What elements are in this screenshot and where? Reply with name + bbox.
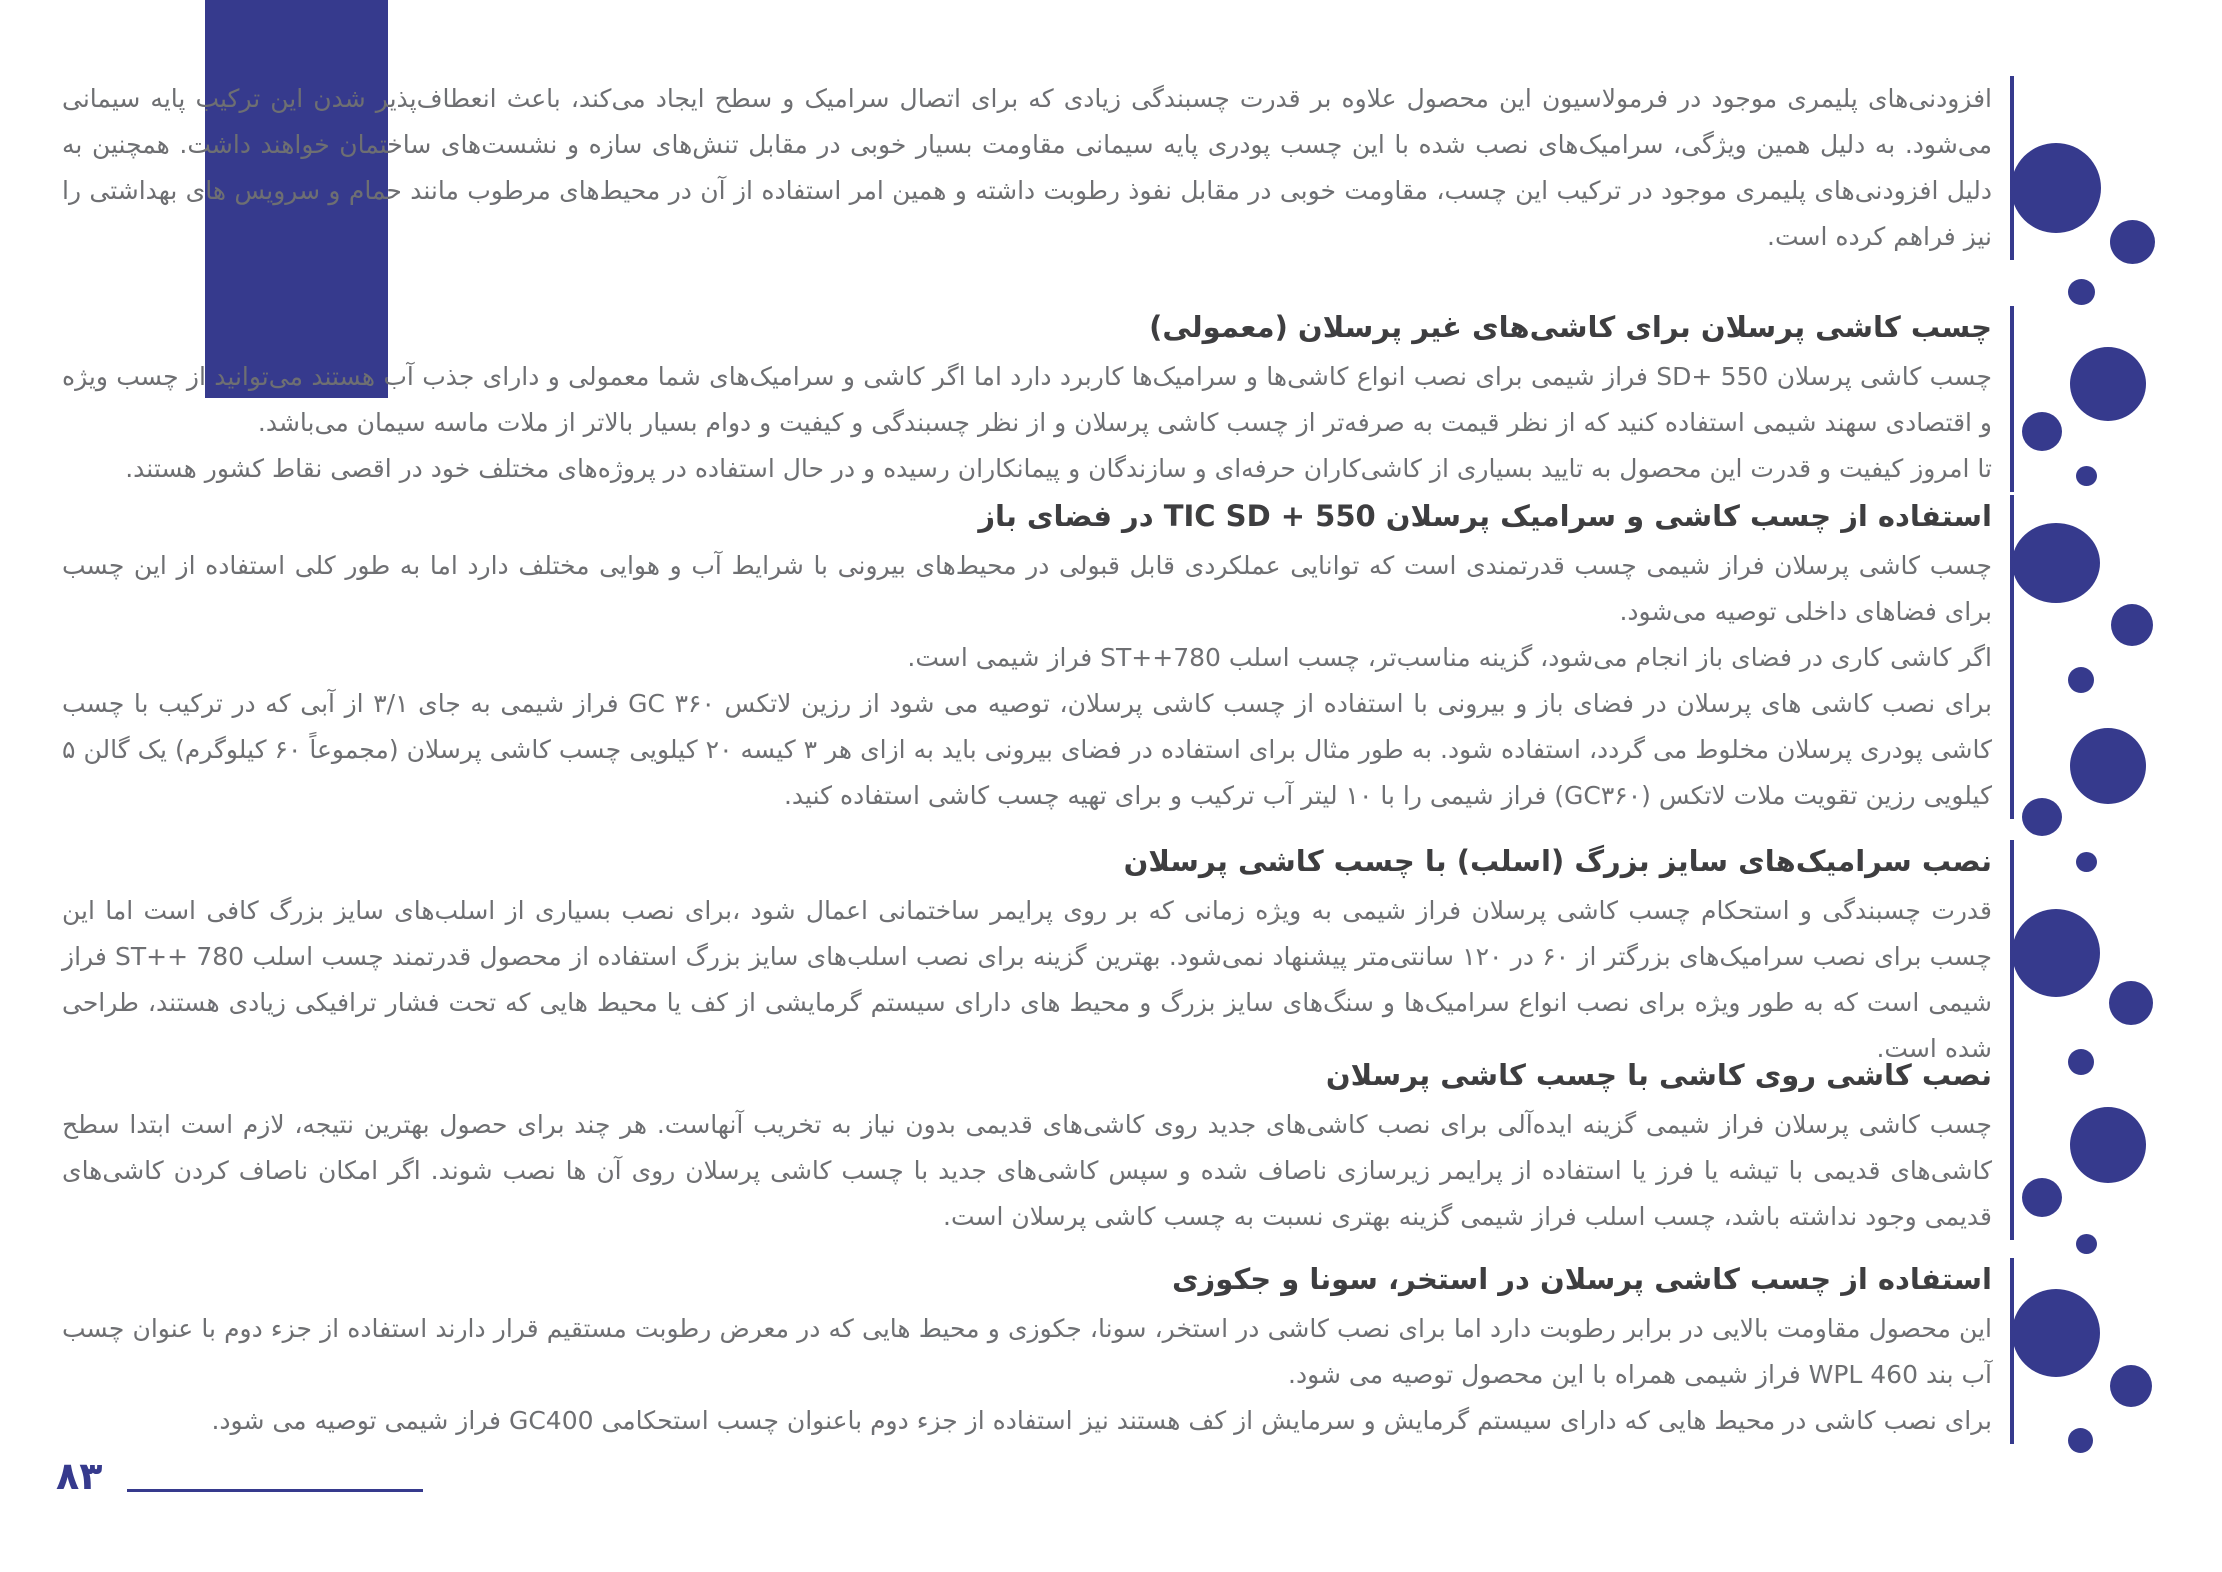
decorative-circle bbox=[2068, 1428, 2093, 1453]
decorative-circle bbox=[2110, 220, 2155, 264]
decorative-circle bbox=[2068, 1049, 2094, 1075]
decorative-circle bbox=[2022, 412, 2062, 451]
section-large-slabs bbox=[62, 840, 2014, 1072]
section-pool-sauna-jacuzzi bbox=[62, 1258, 2014, 1444]
decorative-circle bbox=[2012, 523, 2100, 603]
decorative-circle bbox=[2076, 1234, 2097, 1254]
paragraph: اگر کاشی کاری در فضای باز انجام می‌شود، گزینه مناسب‌تر، چسب اسلب ST++780 فراز شیمی است. bbox=[907, 643, 1992, 672]
section-outdoor-use bbox=[62, 495, 2014, 819]
decorative-circle bbox=[2109, 981, 2153, 1025]
decorative-circle bbox=[2111, 604, 2153, 646]
section-non-porcelain-tiles bbox=[62, 306, 2014, 492]
decorative-circle bbox=[2076, 466, 2097, 486]
decorative-circle bbox=[2012, 909, 2100, 997]
paragraph: افزودنی‌های پلیمری موجود در فرمولاسیون این محصول علاوه بر قدرت چسبندگی زیادی که برای اتصال سرامیک و سطح ایجاد می‌کند، باعث انعطاف‌پذیر شدن این ترکیب پایه سیمانی می‌شود. به دلیل همین ویژگی، سرامیک‌های نصب شده با این چسب پودری پایه سیمانی مقاومت بسیار خوبی در مقابل تنش‌های سازه و نشست‌های ساختمان خواهند داشت. همچنین به دلیل افزودنی‌های پلیمری موجود در ترکیب این چسب، مقاومت خوبی در مقابل نفوذ رطوبت داشته و همین امر استفاده از آن در محیط‌های مرطوب مانند حمام و سرویس های بهداشتی را نیز فراهم کرده است. bbox=[62, 84, 1992, 251]
paragraph: چسب کاشی پرسلان فراز شیمی چسب قدرتمندی است که توانایی عملکردی قابل قبولی در محیط‌های بیرونی با شرایط آب و هوایی مختلف دارد اما به طور کلی استفاده از این چسب برای فضاهای داخلی توصیه می‌شود. bbox=[62, 551, 1992, 626]
section-heading: استفاده از چسب کاشی پرسلان در استخر، سونا و جکوزی bbox=[1171, 1262, 1992, 1296]
paragraph: تا امروز کیفیت و قدرت این محصول به تایید بسیاری از کاشی‌کاران حرفه‌ای و سازندگان و پیمانکاران رسیده و در حال استفاده در پروژه‌های مختلف خود در اقصی نقاط کشور هستند. bbox=[125, 454, 1992, 483]
paragraph: چسب کاشی پرسلان فراز شیمی گزینه ایده‌آلی برای نصب کاشی‌های جدید روی کاشی‌های قدیمی بدون نیاز به تخریب آنهاست. هر چند برای حصول بهترین نتیجه، لازم است ابتدا سطح کاشی‌های قدیمی با تیشه یا فرز یا استفاده از پرایمر زیرسازی ناصاف شده و سپس کاشی‌های جدید با چسب کاشی پرسلان روی آن ها نصب شوند. اگر امکان ناصاف کردن کاشی‌های قدیمی وجود نداشته باشد، چسب اسلب فراز شیمی گزینه بهتری نسبت به چسب کاشی پرسلان است. bbox=[62, 1110, 1992, 1231]
decorative-circle bbox=[2110, 1365, 2152, 1407]
decorative-circle bbox=[2070, 728, 2146, 804]
section-heading: نصب کاشی روی کاشی با چسب کاشی پرسلان bbox=[1325, 1058, 1992, 1092]
decorative-circle bbox=[2070, 347, 2146, 421]
paragraph: این محصول مقاومت بالایی در برابر رطوبت دارد اما برای نصب کاشی در استخر، سونا، جکوزی و محیط هایی که در معرض رطوبت مستقیم قرار دارند استفاده از جزء دوم با عنوان چسب آب بند WPL 460 فراز شیمی همراه با این محصول توصیه می شود. bbox=[62, 1314, 1992, 1389]
decorative-circle bbox=[2070, 1107, 2146, 1183]
decorative-circle bbox=[2012, 1289, 2100, 1377]
decorative-circle bbox=[2076, 852, 2097, 872]
paragraph: قدرت چسبندگی و استحکام چسب کاشی پرسلان فراز شیمی به ویژه زمانی که بر روی پرایمر ساختمانی اعمال شود ،برای نصب بسیاری از اسلب‌های سایز بزرگ کافی است اما این چسب برای نصب سرامیک‌های بزرگتر از ۶۰ در ۱۲۰ سانتی‌متر پیشنهاد نمی‌شود. بهترین گزینه برای نصب اسلب‌های سایز بزرگ استفاده از محصول قدرتمند چسب اسلب ST++ 780 فراز شیمی است که به طور ویژه برای نصب انواع سرامیک‌ها و سنگ‌های سایز بزرگ و محیط های دارای سیستم گرمایشی از کف یا محیط هایی که تحت فشار ترافیکی زیادی هستند، طراحی شده است. bbox=[62, 896, 1992, 1063]
decorative-circle bbox=[2022, 798, 2062, 836]
paragraph: برای نصب کاشی های پرسلان در فضای باز و بیرونی با استفاده از چسب کاشی پرسلان، توصیه می شود از رزین لاتکس GC ۳۶۰ فراز شیمی به جای ۳/۱ از آبی که در ترکیب با چسب کاشی پودری پرسلان مخلوط می گردد، استفاده شود. به طور مثال برای استفاده در فضای بیرونی باید به ازای هر ۳ کیسه ۲۰ کیلویی چسب کاشی پرسلان (مجموعاً ۶۰ کیلوگرم) یک گالن ۵ کیلویی رزین تقویت ملات لاتکس (GC۳۶۰) فراز شیمی را با ۱۰ لیتر آب ترکیب و برای تهیه چسب کاشی استفاده کنید. bbox=[62, 689, 1992, 810]
section-heading: نصب سرامیک‌های سایز بزرگ (اسلب) با چسب کاشی پرسلان bbox=[1123, 844, 1992, 878]
decorative-circle bbox=[2068, 667, 2094, 693]
paragraph: برای نصب کاشی در محیط هایی که دارای سیستم گرمایش و سرمایش از کف هستند نیز استفاده از جزء دوم باعنوان چسب استحکامی GC400 فراز شیمی توصیه می شود. bbox=[211, 1406, 1992, 1435]
decorative-circle bbox=[2011, 143, 2101, 233]
section-intro bbox=[62, 76, 2014, 260]
paragraph: چسب کاشی پرسلان SD+ 550 فراز شیمی برای نصب انواع کاشی‌ها و سرامیک‌ها کاربرد دارد اما اگر کاشی و سرامیک‌های شما معمولی و دارای جذب آب هستند می‌توانید از چسب ویژه و اقتصادی سهند شیمی استفاده کنید که از نظر قیمت به صرفه‌تر از چسب کاشی پرسلان و از نظر چسبندگی و کیفیت و دوام بسیار بالاتر از ملات ماسه سیمان می‌باشد. bbox=[62, 362, 1992, 437]
footer-rule bbox=[127, 1489, 423, 1492]
section-heading: استفاده از چسب کاشی و سرامیک پرسلان TIC SD + 550 در فضای باز bbox=[978, 499, 1992, 533]
section-tile-over-tile bbox=[62, 1054, 2014, 1240]
decorative-circle bbox=[2022, 1178, 2062, 1217]
section-heading: چسب کاشی پرسلان برای کاشی‌های غیر پرسلان (معمولی) bbox=[1149, 310, 1992, 344]
page-number: ۸۳ bbox=[56, 1454, 103, 1498]
decorative-circle bbox=[2068, 279, 2095, 305]
